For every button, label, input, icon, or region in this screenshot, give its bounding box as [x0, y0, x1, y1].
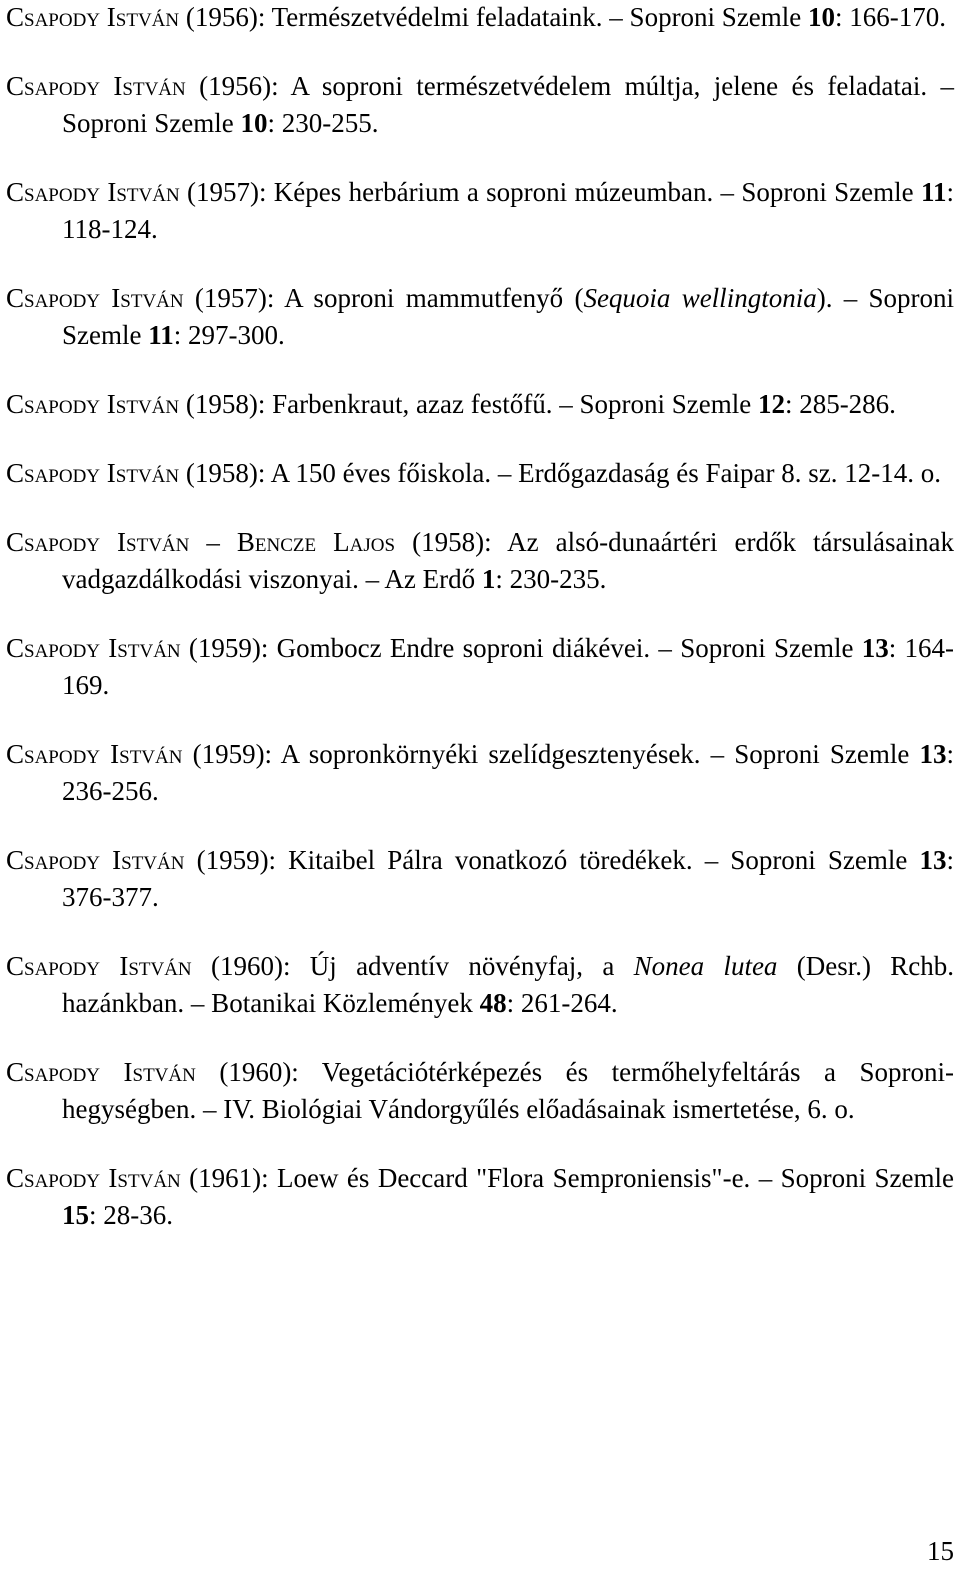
reference-entry	[6, 1160, 954, 1234]
reference-entry	[6, 174, 954, 248]
reference-volume: 11	[920, 177, 947, 207]
reference-text: (1958): A 150 éves főiskola. – Erdőgazdaság és Faipar 8. sz. 12-14. o.	[179, 458, 941, 488]
reference-volume: 48	[479, 988, 507, 1018]
reference-entry	[6, 948, 954, 1022]
reference-author: Csapody István	[6, 845, 185, 875]
reference-volume: 11	[148, 320, 174, 350]
reference-volume: 13	[861, 633, 889, 663]
reference-text: (Desr.) Rchb. hazánkban. – Botanikai Közlemények	[62, 951, 955, 1018]
reference-author: Csapody István	[6, 2, 180, 32]
reference-author: Csapody István	[6, 739, 183, 769]
reference-pages: : 28-36.	[89, 1200, 173, 1230]
reference-text: (1958): Az alsó-dunaártéri erdők társulásainak vadgazdálkodási viszonyai. – Az Erdő	[62, 527, 954, 594]
reference-entry	[6, 280, 954, 354]
reference-pages: : 236-256.	[62, 739, 954, 806]
reference-entry	[6, 842, 954, 916]
reference-volume: 15	[62, 1200, 89, 1230]
reference-text: (1960): Vegetációtérképezés és termőhelyfeltárás a Soproni-hegységben. – IV. Biológiai Vándorgyűlés előadásainak ismertetése, 6. o.	[62, 1057, 954, 1124]
reference-volume: 13	[919, 739, 947, 769]
reference-author: Csapody István	[6, 633, 181, 663]
reference-text: (1959): Kitaibel Pálra vonatkozó töredékek. – Soproni Szemle	[184, 845, 920, 875]
reference-pages: : 376-377.	[62, 845, 955, 912]
reference-volume: 12	[757, 389, 785, 419]
reference-author: Csapody István	[6, 283, 184, 313]
reference-author: Csapody István – Bencze Lajos	[6, 527, 396, 557]
reference-author: Csapody István	[6, 951, 192, 981]
reference-pages: : 166-170.	[835, 2, 947, 32]
reference-pages: : 261-264.	[506, 988, 618, 1018]
reference-text: (1956): A soproni természetvédelem múltja, jelene és feladatai. – Soproni Szemle	[62, 71, 955, 138]
reference-text: (1957): A soproni mammutfenyő (	[183, 283, 584, 313]
reference-volume: 10	[240, 108, 268, 138]
reference-pages: : 164-169.	[62, 633, 955, 700]
reference-entry	[6, 68, 954, 142]
reference-text: (1956): Természetvédelmi feladataink. – Soproni Szemle	[179, 2, 809, 32]
reference-author: Csapody István	[6, 389, 180, 419]
reference-author: Csapody István	[6, 458, 180, 488]
reference-entry	[6, 524, 954, 598]
reference-volume: 10	[808, 2, 836, 32]
reference-entry	[6, 455, 954, 492]
reference-entry	[6, 630, 954, 704]
reference-text: ). – Soproni Szemle	[62, 283, 954, 350]
document-page	[6, 0, 954, 1569]
reference-volume: 1	[481, 564, 496, 594]
reference-text: (1961): Loew és Deccard "Flora Semproniensis"-e. – Soproni Szemle	[180, 1163, 954, 1193]
page-number: 15	[927, 1536, 954, 1566]
reference-entry	[6, 386, 954, 423]
reference-author: Csapody István	[6, 1057, 196, 1087]
reference-text: (1957): Képes herbárium a soproni múzeumban. – Soproni Szemle	[179, 177, 921, 207]
reference-entry	[6, 1054, 954, 1128]
reference-text: (1959): A sopronkörnyéki szelídgesztenyések. – Soproni Szemle	[182, 739, 920, 769]
reference-volume: 13	[919, 845, 947, 875]
reference-author: Csapody István	[6, 1163, 181, 1193]
reference-species-name: Sequoia wellingtonia	[583, 283, 817, 313]
reference-list	[6, 0, 954, 1266]
reference-author: Csapody István	[6, 177, 180, 207]
reference-pages: : 285-286.	[784, 389, 896, 419]
reference-text: (1959): Gombocz Endre soproni diákévei. – Soproni Szemle	[180, 633, 862, 663]
reference-text: (1960): Új adventív növényfaj, a	[191, 951, 634, 981]
reference-species-name: Nonea lutea	[633, 951, 778, 981]
reference-pages: : 230-255.	[267, 108, 379, 138]
reference-pages: : 118-124.	[62, 177, 954, 244]
reference-pages: : 230-235.	[495, 564, 607, 594]
reference-text: (1958): Farbenkraut, azaz festőfű. – Soproni Szemle	[179, 389, 758, 419]
reference-author: Csapody István	[6, 71, 186, 101]
reference-pages: : 297-300.	[173, 320, 285, 350]
reference-entry	[6, 0, 954, 36]
reference-entry	[6, 736, 954, 810]
